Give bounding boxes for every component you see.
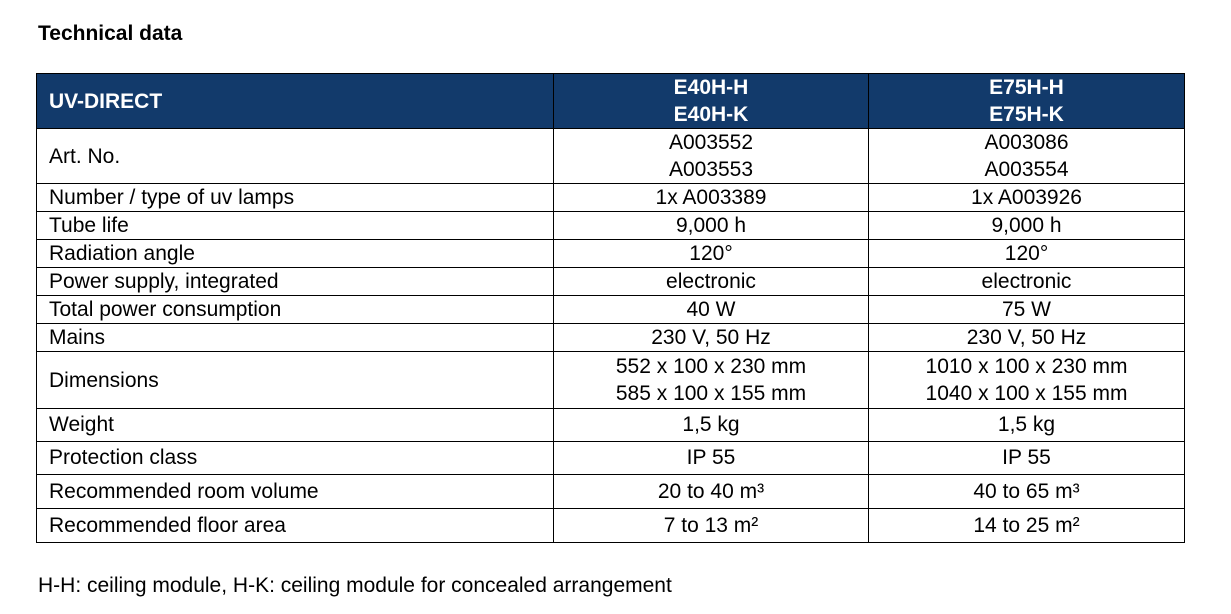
model-e75h-h: E75H-H [989,76,1064,99]
row-label: Art. No. [37,129,554,184]
cell-e40: IP 55 [554,442,869,475]
technical-data-table [36,73,1185,543]
cell-e40: 120° [554,240,869,268]
row-label: Dimensions [37,352,554,409]
cell-value: 552 x 100 x 230 mm [615,355,807,378]
table-row-weight [37,409,1185,442]
table-row-room-volume [37,475,1185,509]
cell-value: 1010 x 100 x 230 mm [925,355,1128,378]
table-row-art-no [37,129,1185,184]
cell-e75: 14 to 25 m² [869,509,1185,543]
row-label: Number / type of uv lamps [37,184,554,212]
cell-e40: 7 to 13 m² [554,509,869,543]
product-name-header: UV-DIRECT [37,74,554,129]
cell-value: A003554 [984,158,1069,181]
cell-e75: 1x A003926 [869,184,1185,212]
table-row-power-consumption [37,296,1185,324]
cell-value: A003553 [668,158,754,181]
row-label: Recommended room volume [37,475,554,509]
cell-e75 [869,129,1185,184]
cell-e40 [554,352,869,409]
cell-e40: 9,000 h [554,212,869,240]
page-title: Technical data [38,22,183,45]
cell-e40: 20 to 40 m³ [554,475,869,509]
cell-e40: 40 W [554,296,869,324]
cell-e40: 230 V, 50 Hz [554,324,869,352]
row-label: Power supply, integrated [37,268,554,296]
row-label: Tube life [37,212,554,240]
table-row-tube-life [37,212,1185,240]
cell-value: A003552 [668,131,754,154]
row-label: Radiation angle [37,240,554,268]
cell-value: A003086 [984,131,1069,154]
table-header [37,74,1185,129]
model-e75h-k: E75H-K [989,103,1064,126]
table-row-mains [37,324,1185,352]
model-e40h-k: E40H-K [673,103,749,126]
table-row-protection-class [37,442,1185,475]
cell-e40 [554,129,869,184]
table-body [37,129,1185,543]
table-row-power-supply [37,268,1185,296]
cell-e40: 1,5 kg [554,409,869,442]
row-label: Total power consumption [37,296,554,324]
cell-e75: 9,000 h [869,212,1185,240]
cell-e75: 75 W [869,296,1185,324]
cell-e75: 40 to 65 m³ [869,475,1185,509]
table-row-radiation-angle [37,240,1185,268]
table-row-floor-area [37,509,1185,543]
cell-e40: 1x A003389 [554,184,869,212]
cell-e75: IP 55 [869,442,1185,475]
cell-e75: electronic [869,268,1185,296]
row-label: Mains [37,324,554,352]
cell-e40: electronic [554,268,869,296]
model-header-e40 [554,74,869,129]
cell-e75: 120° [869,240,1185,268]
cell-e75: 230 V, 50 Hz [869,324,1185,352]
row-label: Protection class [37,442,554,475]
cell-value: 585 x 100 x 155 mm [615,382,807,405]
footnote: H-H: ceiling module, H-K: ceiling module for concealed arrangement [38,574,672,597]
model-header-e75 [869,74,1185,129]
table-row-lamps [37,184,1185,212]
row-label: Weight [37,409,554,442]
table-row-dimensions [37,352,1185,409]
row-label: Recommended floor area [37,509,554,543]
model-e40h-h: E40H-H [673,76,749,99]
cell-e75: 1,5 kg [869,409,1185,442]
cell-e75 [869,352,1185,409]
header-row [37,74,1185,129]
cell-value: 1040 x 100 x 155 mm [925,382,1128,405]
